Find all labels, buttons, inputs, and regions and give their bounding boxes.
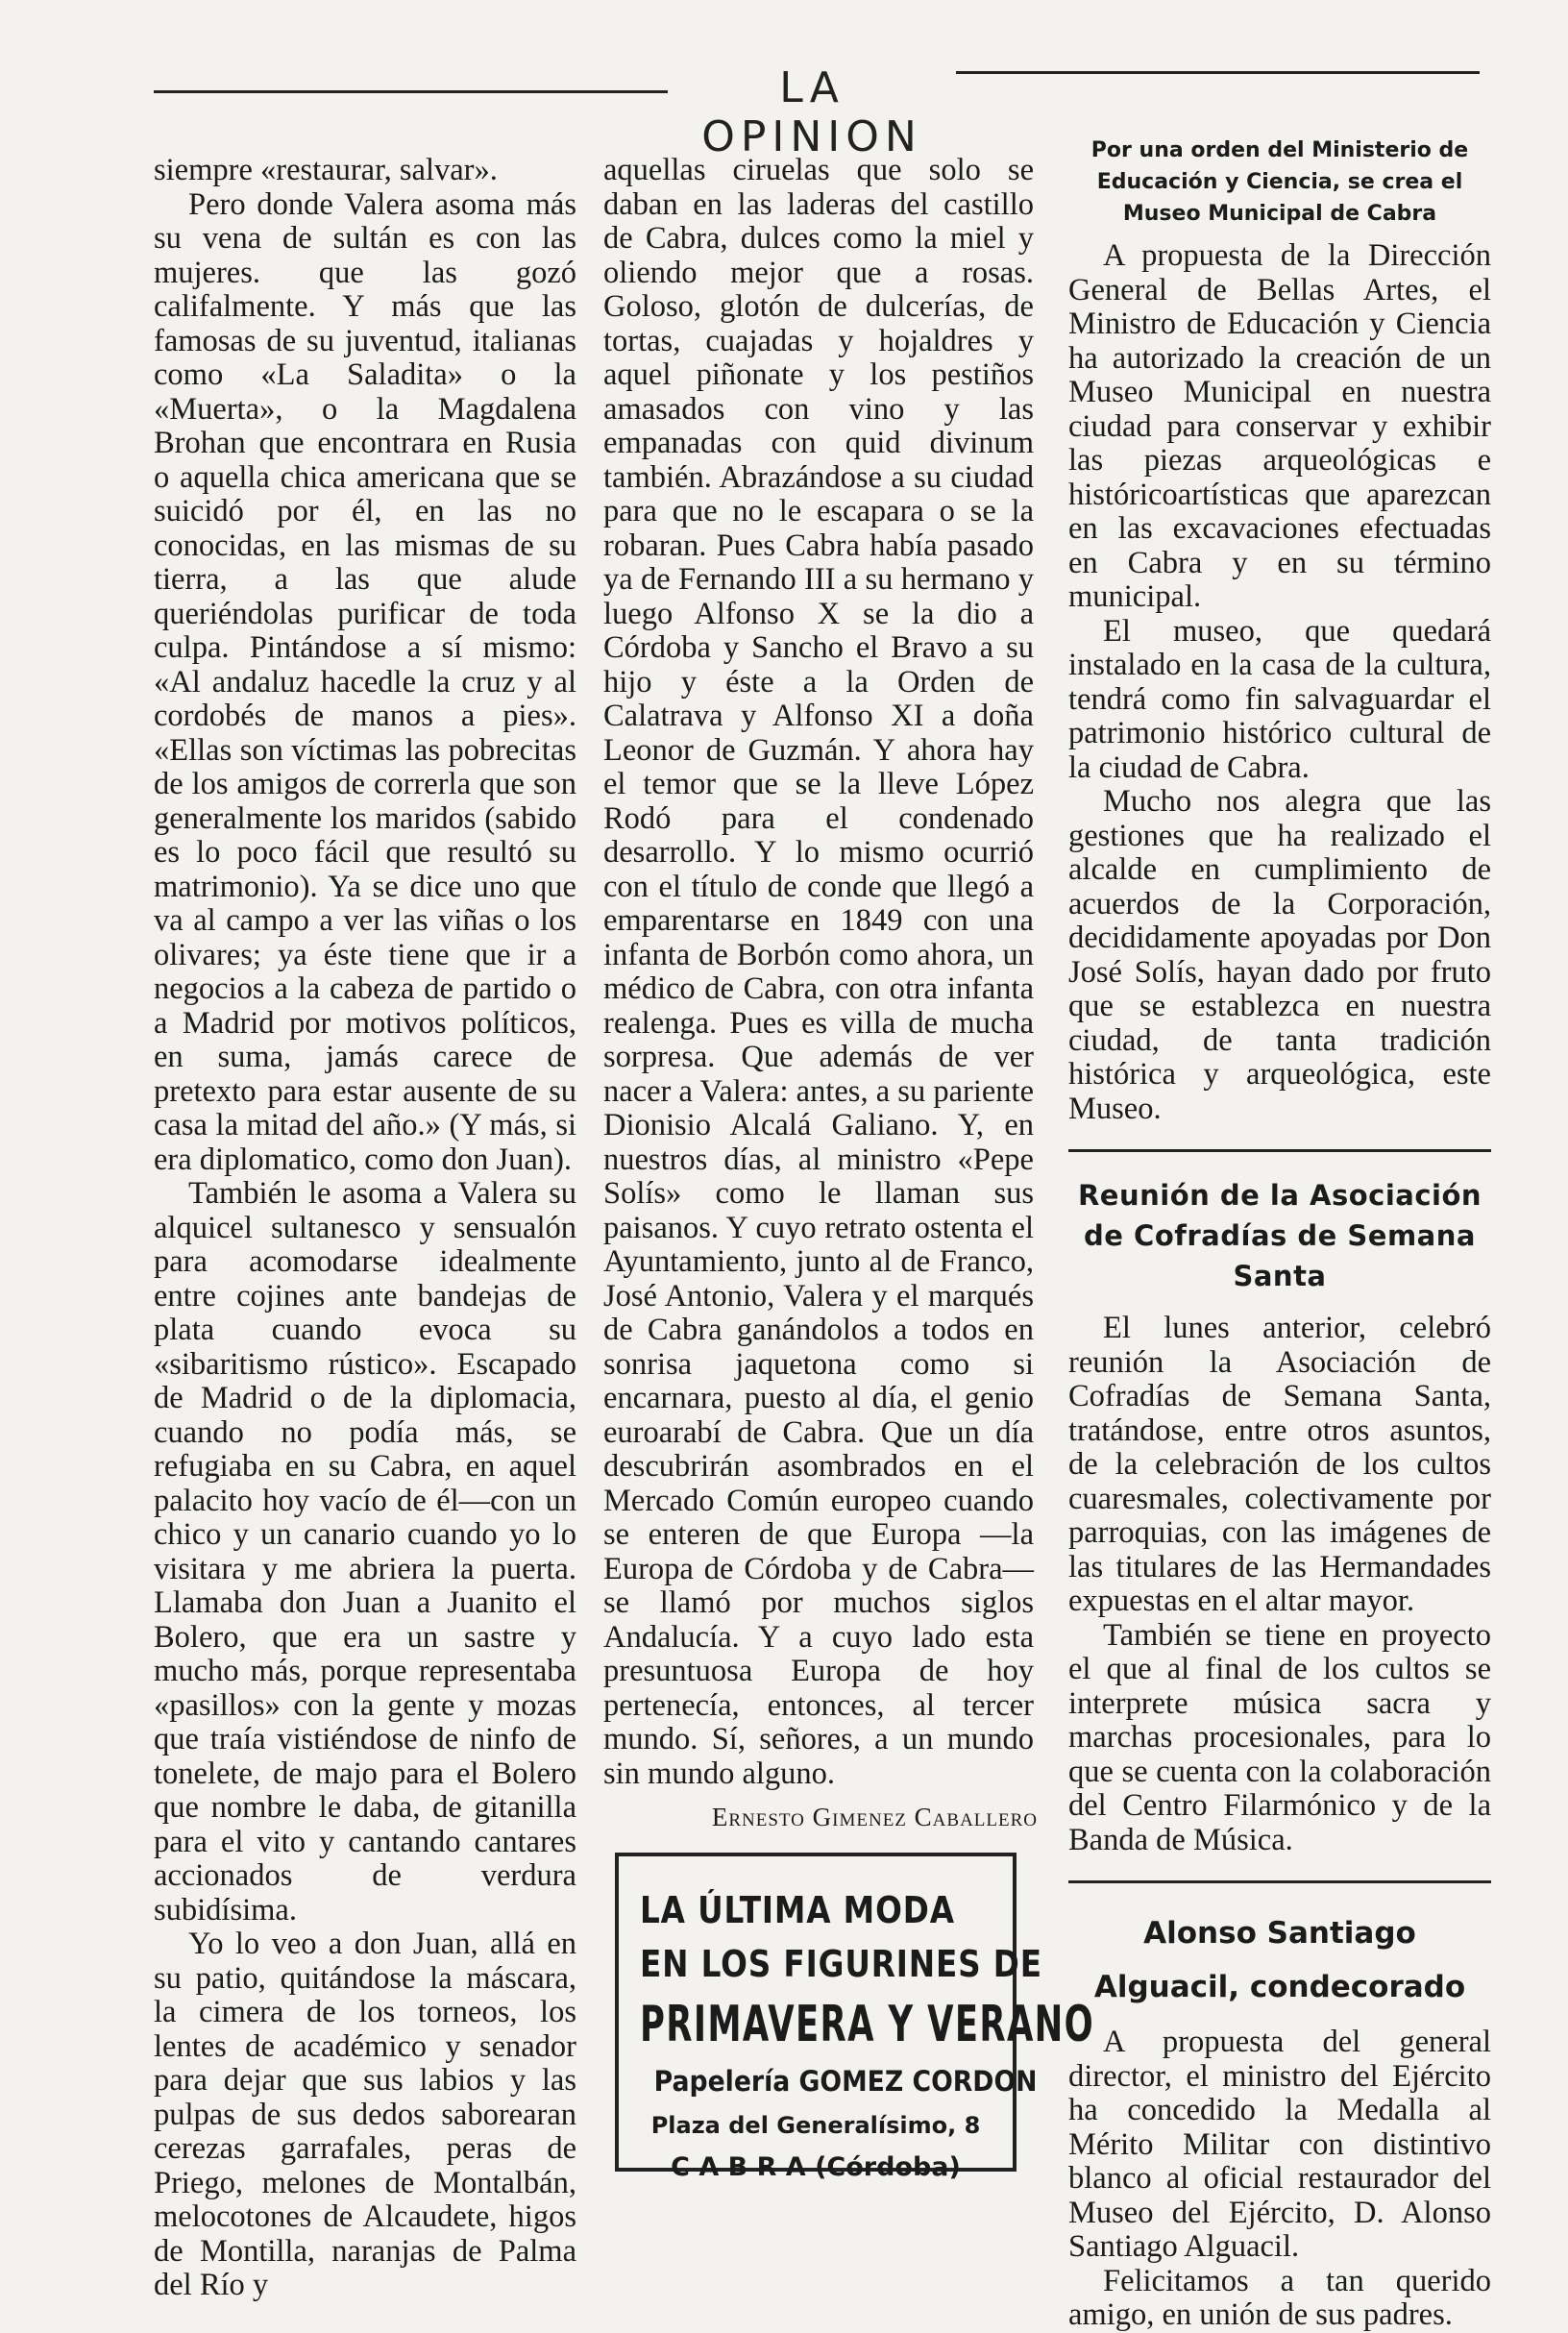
advertisement-box [615,1853,1095,2182]
article-signature: Ernesto Gimenez Caballero [711,1803,1038,1831]
article-paragraph: Pero donde Valera asoma más su vena de sultán es con las mujeres. que las gozó califalmente. Y más que las famosas de su juventud, italianas como «La Saladita» o la «Muerta», o la Magdalena Brohan que encontrara en Rusia o aquella chica americana que se suicidó por él, en las no conocidas, en las mismas de su tierra, a las que alude queriéndolas purificar de toda culpa. Pintándose a sí mismo: «Al andaluz hacedle la cruz y al cordobés de manos a pies». «Ellas son víctimas las pobrecitas de los amigos de correrla que son generalmente los maridos (sabido es lo poco fácil que resultó su matrimonio). Ya se dice uno que va al campo a ver las viñas o los olivares; ya éste tiene que ir a negocios a la cabeza de partido o a Madrid por motivos políticos, en suma, jamás carece de pretexto para estar ausente de su casa la mitad del año.» (Y más, si era diplomatico, como don Juan). [154,186,576,1177]
ad-shop-name: Papelería GOMEZ CORDON [653,2065,1038,2098]
cofradias-headline: Reunión de la Asociación de Cofradías de Semana Santa [1077,1179,1482,1292]
article-paragraph: aquellas ciruelas que solo se daban en las laderas del castillo de Cabra, dulces como la miel y oliendo mejor que a rosas. Goloso, glotón de dulcerías, de tortas, cuajadas y hojaldres y aquel piñonate y los pestiños amasados con vino y las empanadas con quid divinum también. Abrazándose a su ciudad para que no le escapara o se la robaran. Pues Cabra había pasado ya de Fernando III a su hermano y luego Alfonso X se la dio a Córdoba y Sancho el Bravo a su hijo y éste a la Orden de Calatrava y Alfonso XI a doña Leonor de Guzmán. Y ahora hay el temor que se la lleve López Rodó para el condenado desarrollo. Y lo mismo ocurrió con el título de conde que llegó a emparentarse en 1849 con una infanta de Borbón como ahora, un médico de Cabra, con otra infanta realenga. Pues es villa de mucha sorpresa. Que además de ver nacer a Valera: antes, a su pariente Dionisio Alcalá Galiano. Y, en nuestros días, al ministro «Pepe Solís» como le llaman sus paisanos. Y cuyo retrato ostenta el Ayuntamiento, junto al de Franco, José Antonio, Valera y el marqués de Cabra ganándolos a todos en sonrisa jaquetona como si encarnara, puesto al día, el genio euroarabí de Cabra. Que un día descubrirán asombrados en el Mercado Común europeo cuando se enteren de que Europa —la Europa de Córdoba y de Cabra— se llamó por muchos siglos Andalucía. Y a cuyo lado esta presuntuosa Europa de hoy pertenecía, entonces, al tercer mundo. Sí, señores, a un mundo sin mundo alguno. [603,153,1034,1791]
newspaper-title: LA OPINION [701,63,922,161]
news-column-right [1068,135,1491,2333]
article-paragraph: siempre «restaurar, salvar». [154,153,498,187]
section-divider [1068,1880,1491,1883]
cofradias-paragraph: También se tiene en proyecto el que al final de los cultos se interprete música sacra y marchas procesionales, para lo que se cuenta con la colaboración del Centro Filarmónico y de la Banda de Música. [1068,1617,1491,1857]
museo-paragraph: A propuesta de la Dirección General de Bellas Artes, el Ministro de Educación y Ciencia ha autorizado la creación de un Museo Municipal en nuestra ciudad para conservar y exhibir las piezas arqueológicas e históricoartísticas que aparezcan en las excavaciones efectuadas en Cabra y en su término municipal. [1068,238,1491,614]
article-paragraph: Yo lo veo a don Juan, allá en su patio, quitándose la máscara, la cimera de los torneos, los lentes de académico y senador para dejar que sus labios y las pulpas de sus dedos saborearan cerezas garrafales, peras de Priego, melones de Montalbán, melocotones de Alcaudete, higos de Montilla, naranjas de Palma del Río y [154,1927,576,2302]
museo-headline: Por una orden del Ministerio de Educación y Ciencia, se crea el Museo Municipal de Cabra [1090,138,1469,226]
cofradias-paragraph: El lunes anterior, celebró reunión la Asociación de Cofradías de Semana Santa, tratándose, entre otros asuntos, de la celebración de los cultos cuaresmales, colectivamente por parroquias, con las imágenes de las titulares de las Hermandades expuestas en el altar mayor. [1068,1311,1491,1618]
alonso-paragraph: Felicitamos a tan querido amigo, en unión de sus padres. [1068,2263,1491,2332]
article-paragraph: También le asoma a Valera su alquicel sultanesco y sensualón para acomodarse idealmente entre cojines ante bandejas de plata cuando evoca su «sibaritismo rústico». Escapado de Madrid o de la diplomacia, cuando no podía más, se refugiaba en su Cabra, en aquel palacito hoy vacío de él—con un chico y un canario cuando yo lo visitara y me abriera la puerta. Llamaba don Juan a Juanito el Bolero, que era un sastre y mucho más, porque representaba «pasillos» con la gente y mozas que traía vistiéndose de ninfo de tonelete, de majo para el Bolero que nombre le daba, de gitanilla para el vito y cantando cantares accionados de verdura subidísima. [154,1176,576,1928]
ad-line-1: LA ÚLTIMA MODA [640,1889,955,1931]
masthead-rule-left [154,90,668,93]
article-valera-column-2 [603,154,1034,1791]
ad-address: Plaza del Generalísimo, 8 [650,2112,981,2139]
masthead-rule-right [956,71,1480,74]
museo-paragraph: Mucho nos alegra que las gestiones que ha realizado el alcalde en cumplimiento de acuerdos de la Corporación, decididamente apoyadas por Don José Solís, hayan dado por fruto que se establezca en nuestra ciudad, de tanta tradición histórica y arqueológica, este Museo. [1068,784,1491,1126]
alonso-paragraph: A propuesta del general director, el ministro del Ejército ha concedido la Medalla al Mérito Militar con distintivo blanco al oficial restaurador del Museo del Ejército, D. Alonso Santiago Alguacil. [1068,2025,1491,2264]
section-divider [1068,1149,1491,1152]
article-valera-column-1 [154,154,576,2303]
alonso-headline: Alonso Santiago Alguacil, condecorado [1093,1916,1466,2004]
ad-city: C A B R A (Córdoba) [671,2152,961,2182]
ad-line-2: EN LOS FIGURINES DE [640,1943,1042,1985]
ad-line-3: PRIMAVERA Y VERANO [640,1996,1095,2053]
masthead [154,60,1480,161]
museo-paragraph: El museo, que quedará instalado en la casa de la cultura, tendrá como fin salvaguardar el patrimonio histórico cultural de la ciudad de Cabra. [1068,613,1491,785]
